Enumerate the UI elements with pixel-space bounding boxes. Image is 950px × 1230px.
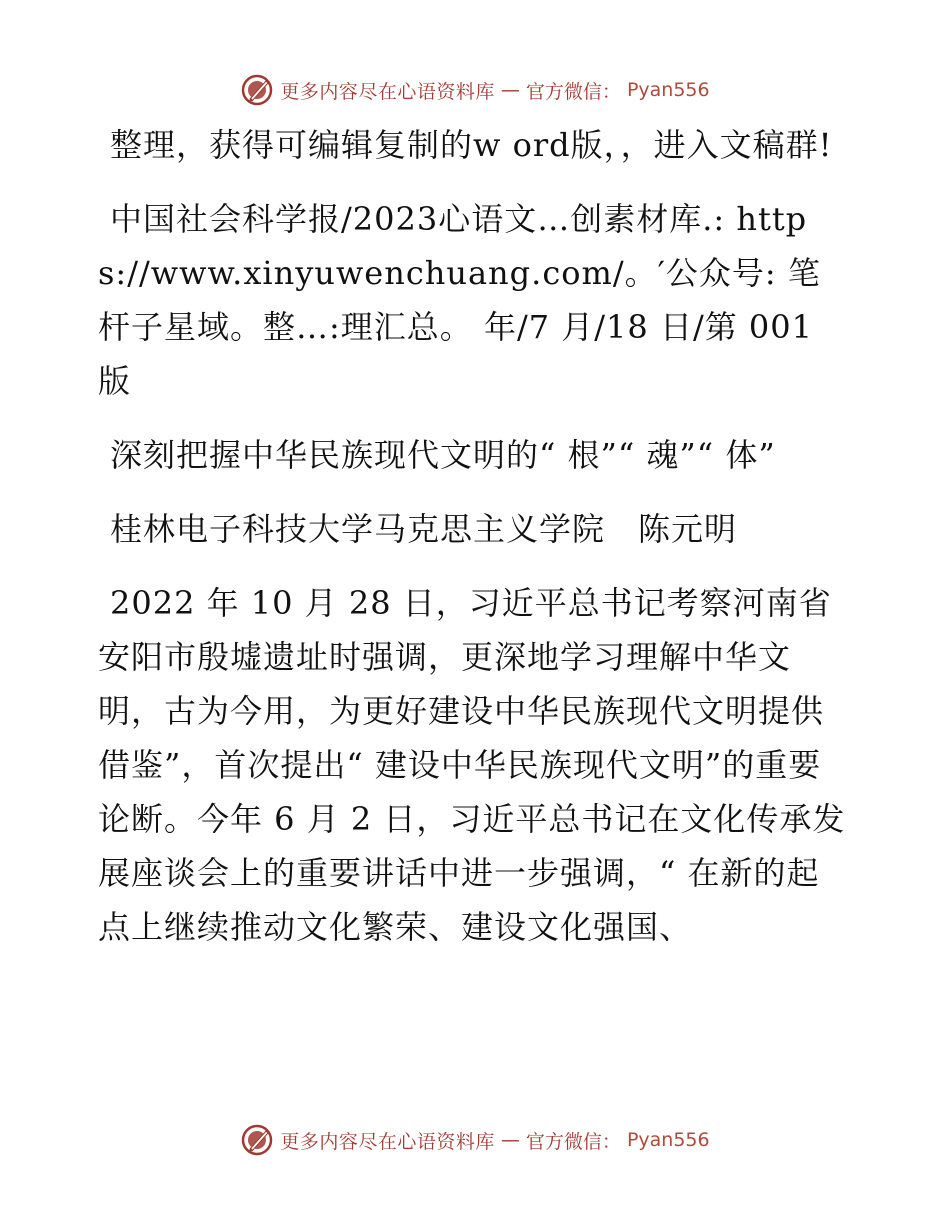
body-paragraph: 2022 年 10 月 28 日，习近平总书记考察河南省安阳市殷墟遗址时强调，更深地学习理解中华文明，古为今用，为更好建设中华民族现代文明提供借鉴”，首次提出“ 建设中华民族现代文明”的重要论断。今年 6 月 2 日，习近平总书记在文化传承发展座谈会上的重要讲话中进一步强调，“ 在新的起点上继续推动文化繁荣、建设文化强国、 [98,584,846,946]
banner-title: 更多内容尽在心语资料库 [280,1130,495,1153]
header-banner [0,68,950,112]
banner-wechat-id: Pyan556 [626,79,710,101]
banner-title: 更多内容尽在心语资料库 [280,80,495,103]
pen-seal-icon [240,73,274,107]
article-title: 深刻把握中华民族现代文明的“ 根”“ 魂”“ 体” [110,436,776,474]
banner-wechat-id: Pyan556 [626,1129,710,1151]
banner-wechat-label: 官方微信： [525,80,621,103]
banner-separator: — [500,79,520,101]
intro-paragraph: 整理，获得可编辑复制的w ord版，，进入文稿群! [110,126,833,164]
pen-seal-icon [240,1123,274,1157]
document-body [98,118,850,974]
source-paragraph: 中国社会科学报/2023心语文…创素材库.: https://www.xinyuwenchuang.com/。′公众号: 笔杆子星域。整…:理汇总。 年/7 月/18 日/第 001 版 [98,200,821,400]
banner-wechat-label: 官方微信： [525,1130,621,1153]
article-author: 桂林电子科技大学马克思主义学院 陈元明 [110,510,738,548]
banner-separator: — [500,1129,520,1151]
footer-banner [0,1118,950,1162]
